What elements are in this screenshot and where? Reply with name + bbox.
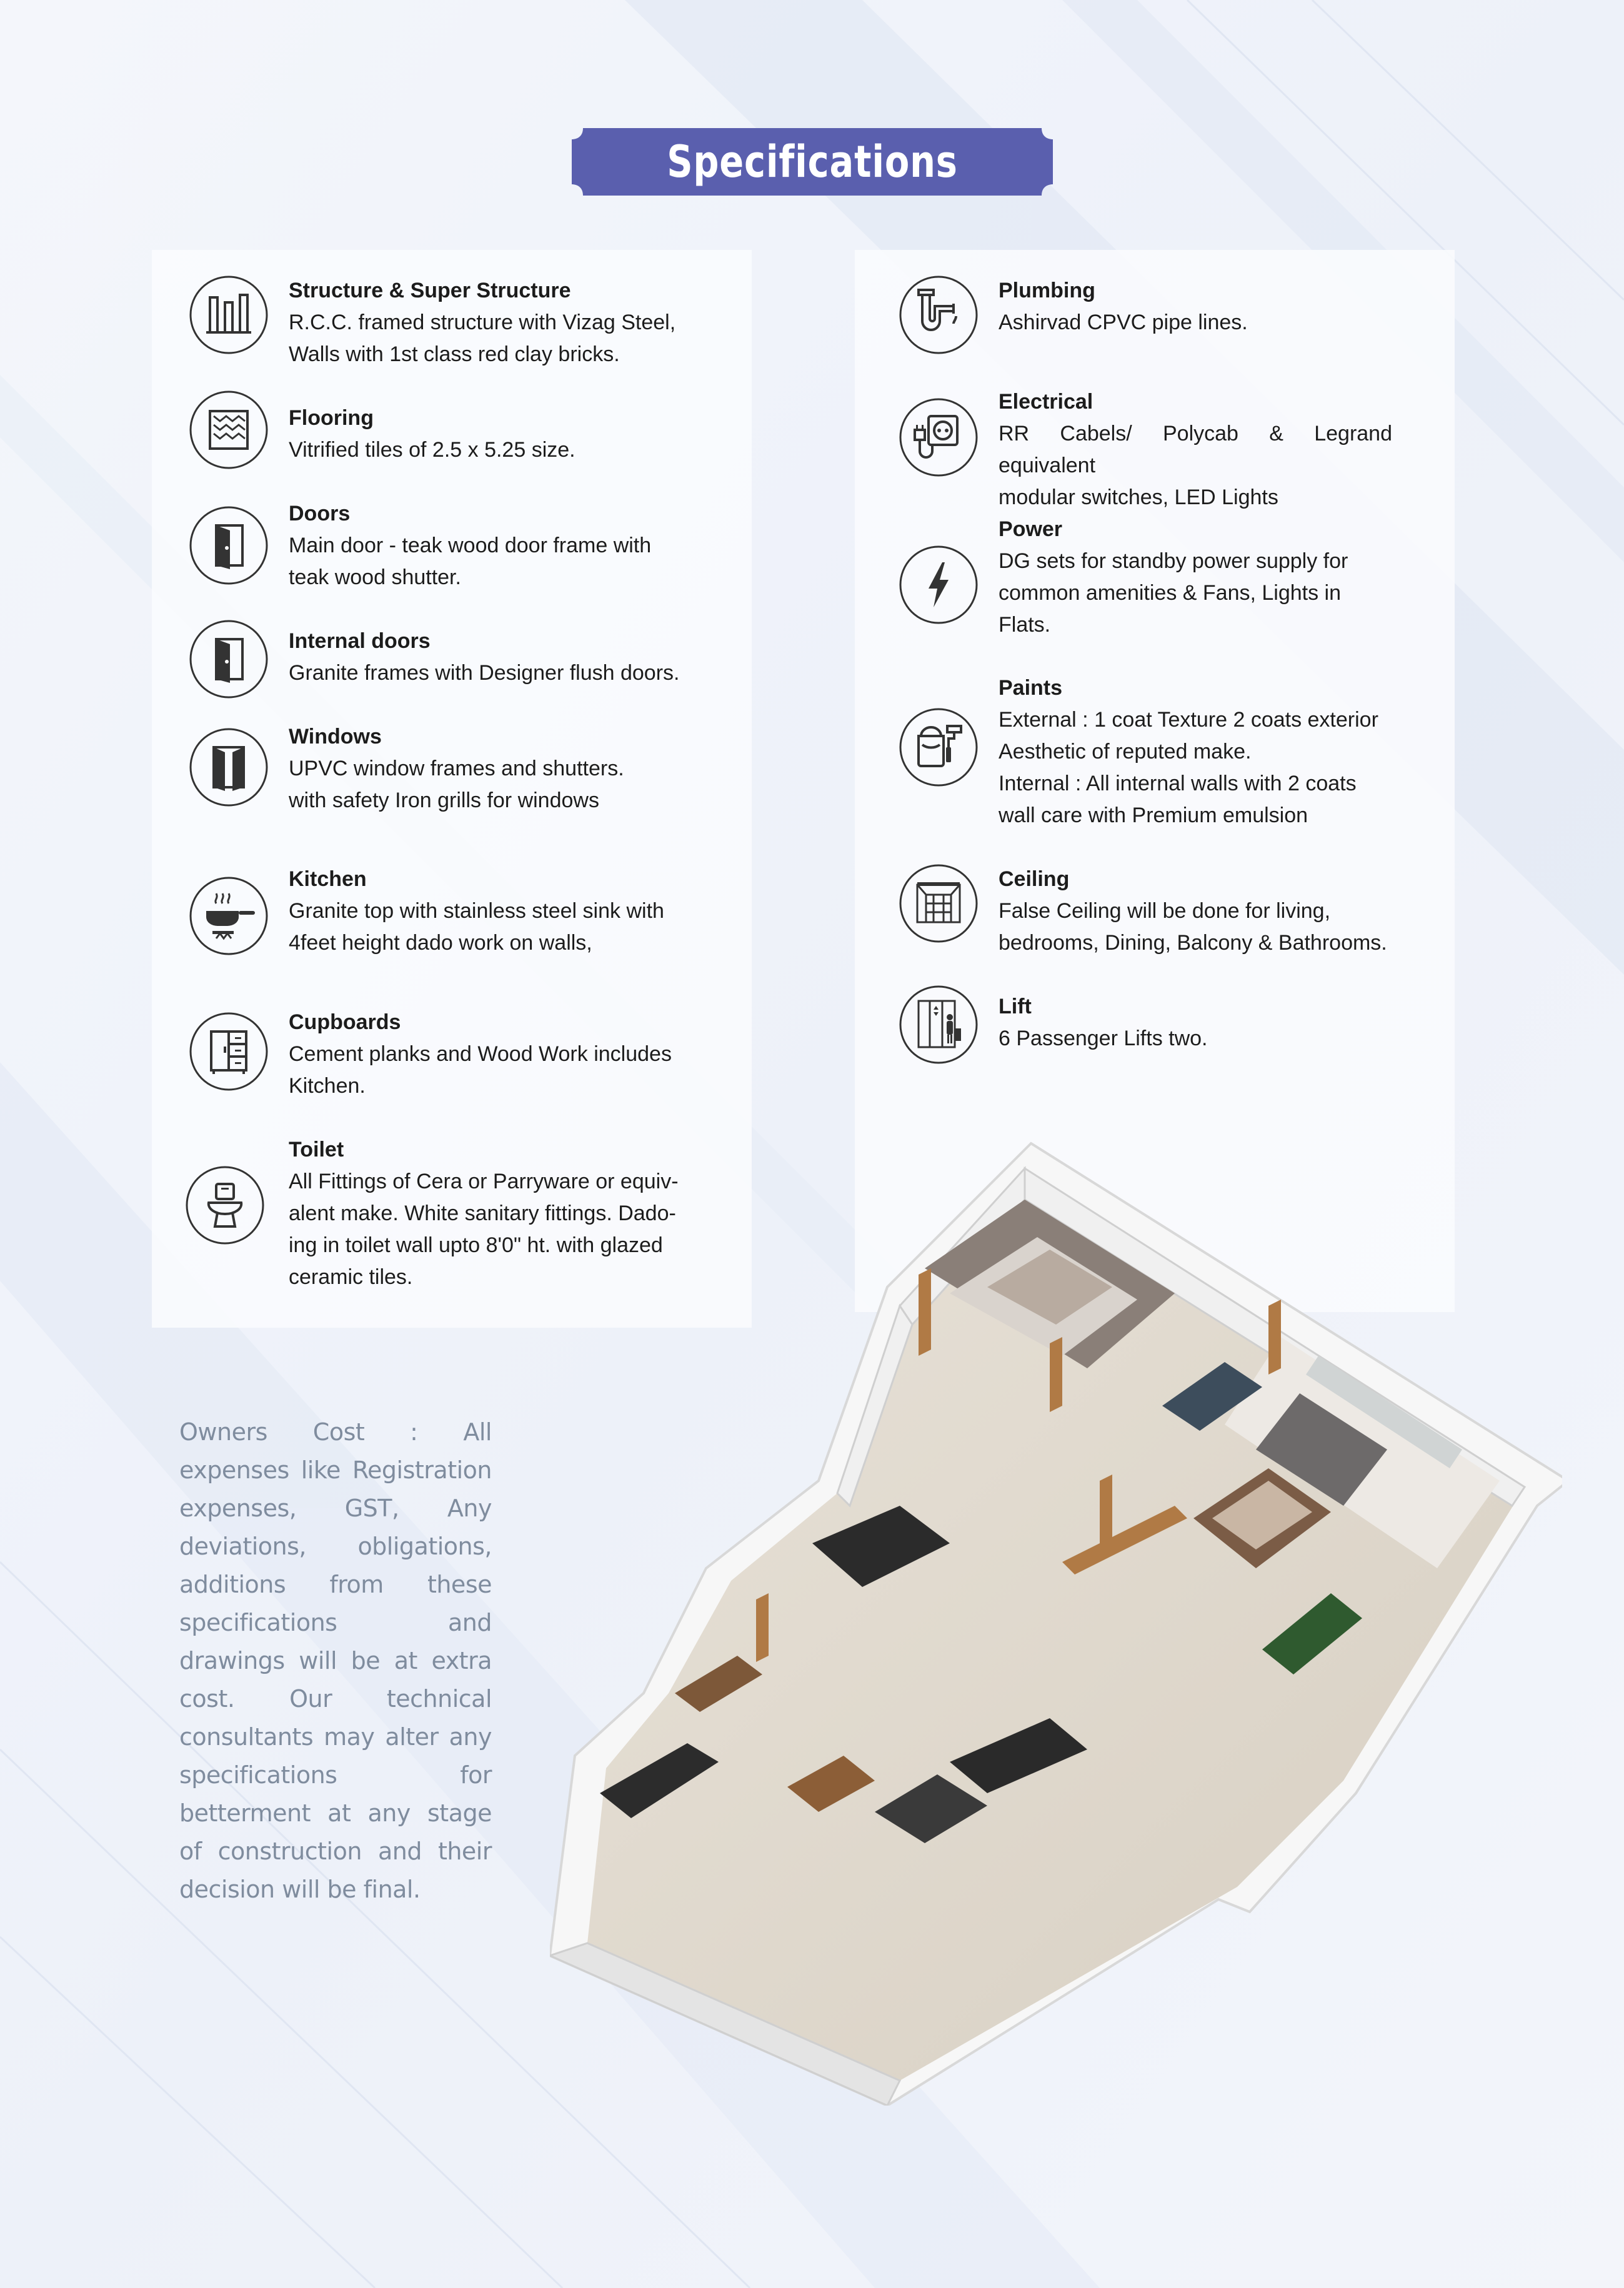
spec-body: Main door - teak wood door frame with teak wood shutter. (289, 534, 652, 589)
owners-cost-note: Owners Cost : All expenses like Registration expenses, GST, Any deviations, obligations, additions from these specifications and drawings will be at extra cost. Our technical consultants may alter any specifications for betterment at any stage of construction and their decision will be final. (179, 1418, 492, 1903)
spec-body: Vitrified tiles of 2.5 x 5.25 size. (289, 438, 575, 462)
cooking-pan-icon (189, 876, 269, 956)
spec-heading: Toilet (289, 1138, 344, 1161)
spec-heading: Electrical (999, 390, 1093, 414)
spec-body: 6 Passenger Lifts two. (999, 1027, 1208, 1050)
floor-plan-illustration (550, 1131, 1562, 2106)
spec-heading: Cupboards (289, 1010, 401, 1034)
lightning-icon (899, 545, 979, 625)
spec-heading: Paints (999, 676, 1063, 700)
spec-body: RR Cabels/ Polycab & Legrand equivalent modular switches, LED Lights (999, 422, 1392, 509)
page-title: Specifications (667, 136, 958, 187)
spec-body: UPVC window frames and shutters. with safety Iron grills for windows (289, 757, 624, 812)
spec-heading: Doors (289, 502, 351, 525)
window-icon (189, 727, 269, 807)
ceiling-icon (899, 863, 979, 943)
spec-heading: Power (999, 517, 1063, 541)
spec-body: Granite frames with Designer flush doors. (289, 661, 680, 685)
spec-body: DG sets for standby power supply for common amenities & Fans, Lights in Flats. (999, 549, 1348, 637)
toilet-icon (185, 1165, 265, 1245)
internal-door-icon (189, 619, 269, 699)
cupboard-icon (189, 1012, 269, 1092)
spec-body: All Fittings of Cera or Parryware or equiv- alent make. White sanitary fittings. Dado- ing in toilet wall upto 8'0" ht. with glazed ceramic tiles. (289, 1170, 679, 1289)
spec-body: Cement planks and Wood Work includes Kitchen. (289, 1042, 672, 1098)
paint-bucket-icon (899, 707, 979, 787)
spec-body: Granite top with stainless steel sink with 4feet height dado work on walls, (289, 899, 664, 955)
socket-icon (899, 397, 979, 477)
spec-body: External : 1 coat Texture 2 coats exterior Aesthetic of reputed make. Internal : All internal walls with 2 coats wall care with Premium emulsion (999, 708, 1378, 827)
spec-heading: Internal doors (289, 629, 431, 653)
spec-heading: Flooring (289, 406, 374, 430)
spec-heading: Kitchen (289, 867, 367, 891)
spec-heading: Ceiling (999, 867, 1070, 891)
spec-body: R.C.C. framed structure with Vizag Steel, Walls with 1st class red clay bricks. (289, 311, 676, 366)
spec-body: False Ceiling will be done for living, bedrooms, Dining, Balcony & Bathrooms. (999, 899, 1387, 955)
pipe-icon (899, 275, 979, 355)
spec-heading: Plumbing (999, 279, 1095, 302)
spec-heading: Structure & Super Structure (289, 279, 571, 302)
spec-body: Ashirvad CPVC pipe lines. (999, 311, 1248, 334)
title-banner (572, 128, 1053, 196)
spec-heading: Windows (289, 725, 382, 749)
door-icon (189, 505, 269, 585)
spec-heading: Lift (999, 995, 1032, 1018)
tiles-icon (189, 390, 269, 470)
pillars-icon (189, 275, 269, 355)
lift-icon (899, 985, 979, 1065)
